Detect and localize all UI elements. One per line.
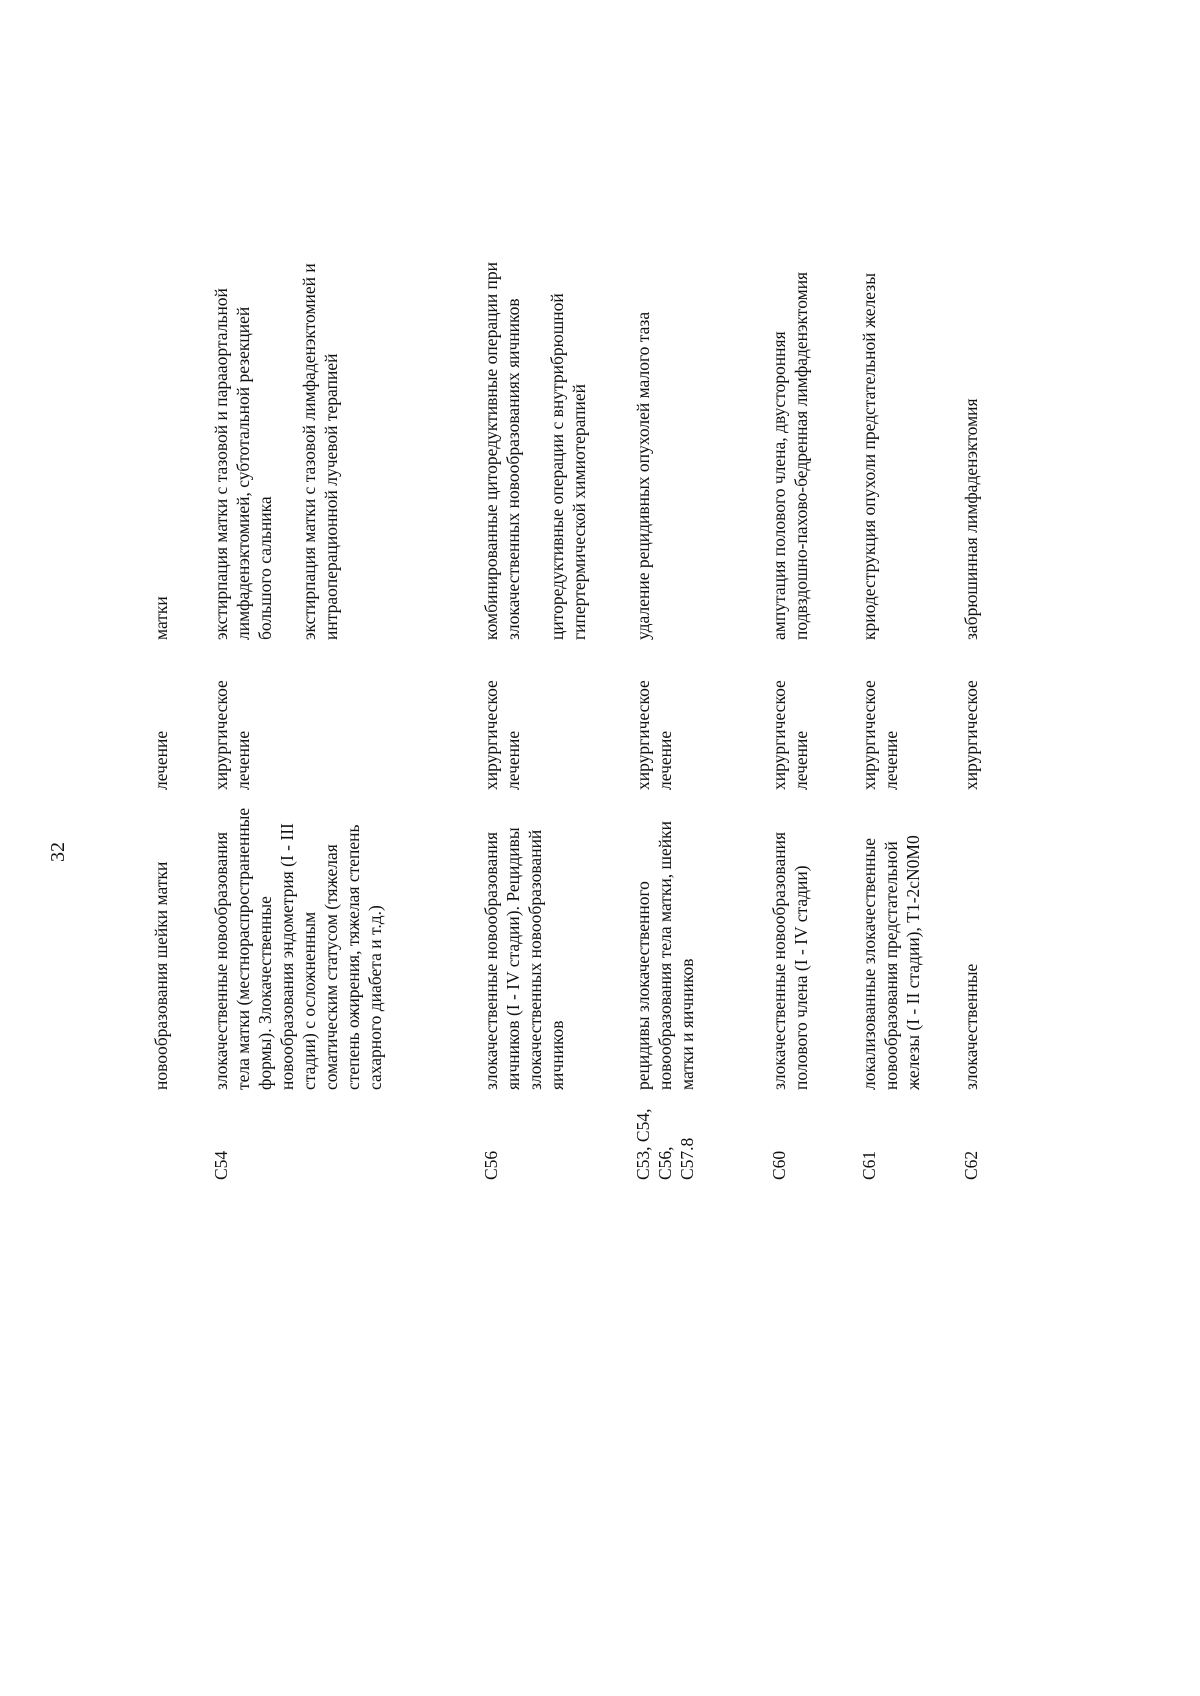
row-diagnosis: рецидивы злокачественного новообразования тела матки, шейки матки и яичников <box>633 821 697 1090</box>
method-text: экстирпация матки с тазовой и парааортальной лимфаденэктомией, субтотальной резекцией большого сальника <box>211 288 275 640</box>
row-method <box>768 250 812 640</box>
row-diagnosis: злокачественные <box>961 963 981 1090</box>
method-text: криодеструкция опухоли предстательной железы <box>859 273 879 640</box>
row-method <box>150 250 172 640</box>
row-code: C61 <box>859 1150 879 1180</box>
row-treatment: хирургическое лечение <box>481 680 523 790</box>
row-method <box>960 250 982 640</box>
row-code: C62 <box>961 1150 981 1180</box>
row-method <box>480 250 590 640</box>
table-row <box>768 250 812 1180</box>
row-treatment: хирургическое лечение <box>859 680 901 790</box>
row-diagnosis: злокачественные новообразования яичников (I - IV стадии). Рецидивы злокачественных новообразований яичников <box>481 827 567 1090</box>
row-diagnosis: злокачественные новообразования тела матки (местнораспространенные формы). Злокачественные новообразования эндометрия (I - III стадии) с осложненным соматическим статусом (тяжелая степень ожирения, тяжелая степень сахарного диабета и т.д.) <box>211 807 385 1090</box>
page-number: 32 <box>47 842 69 862</box>
row-diagnosis: злокачественные новообразования полового члена (I - IV стадии) <box>769 832 811 1090</box>
row-diagnosis: новообразования шейки матки <box>151 861 171 1090</box>
table-row <box>858 250 924 1180</box>
row-method <box>632 250 654 640</box>
row-treatment: лечение <box>151 730 171 790</box>
method-text: комбинированные циторедуктивные операции при злокачественных новообразованиях яичников <box>481 261 523 640</box>
table-row <box>480 250 590 1180</box>
method-text: циторедуктивные операции с внутрибрюшной гипертермической химиотерапией <box>547 293 589 640</box>
row-diagnosis: локализованные злокачественные новообразования предстательной железы (I - II стадии), T1-2cN0M0 <box>859 835 923 1090</box>
row-code: C54 <box>211 1150 231 1180</box>
row-method <box>210 250 342 640</box>
method-text: забрюшинная лимфаденэктомия <box>961 398 981 640</box>
row-code: C56 <box>481 1150 501 1180</box>
method-text: матки <box>151 596 171 640</box>
row-code: C53, C54, C56, C57.8 <box>633 1108 697 1180</box>
table-row <box>960 250 982 1180</box>
table-row <box>150 250 172 1180</box>
treatment-table <box>150 250 981 1180</box>
method-text: удаление рецидивных опухолей малого таза <box>633 311 653 640</box>
row-code: C60 <box>769 1150 789 1180</box>
table-row <box>210 250 386 1180</box>
table-row <box>632 250 698 1180</box>
row-treatment: хирургическое <box>961 680 981 790</box>
method-text: экстирпация матки с тазовой лимфаденэктомией и интраоперационной лучевой терапией <box>299 263 341 640</box>
row-method <box>858 250 880 640</box>
row-treatment: хирургическое лечение <box>211 680 253 790</box>
row-treatment: хирургическое лечение <box>633 680 675 790</box>
method-text: ампутация полового члена, двусторонняя подвздошно-пахово-бедренная лимфаденэктомия <box>769 271 811 640</box>
row-treatment: хирургическое лечение <box>769 680 811 790</box>
